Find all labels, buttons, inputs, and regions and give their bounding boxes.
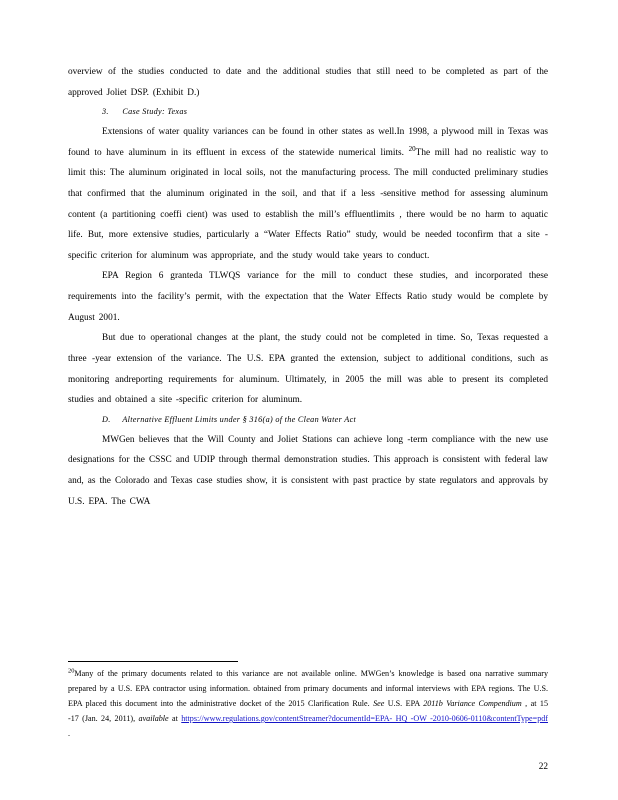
footnote-area: [68, 661, 548, 742]
footnote-text-4: at: [168, 714, 182, 724]
footnote-link[interactable]: https://www.regulations.gov/contentStreamer?documentId=EPA- HQ -OW -2010-0606-: [181, 714, 471, 724]
paragraph-mwgen-believes: MWGen believes that the Will County and Joliet Stations can achieve long -term compliance with the new use designations for the CSSC and UDIP through thermal demonstration studies. This approach is consistent with federal law and, as the Colorado and Texas case studies show, it is consistent with past practice by state regulators and approvals by U.S. EPA. The CWA: [68, 434, 548, 507]
heading-number-d: D.: [102, 414, 111, 424]
heading-number: 3.: [102, 107, 109, 117]
footnote-available: available: [138, 714, 169, 724]
paragraph-operational-changes: But due to operational changes at the plant, the study could not be completed in time. So, Texas requested a three -year extension of the variance. The U.S. EPA granted the extension, subject to additional conditions, such as monitoring andreporting requirements for aluminum. Ultimately, in 2005 the mill was able to present its completed studies and obtained a site -specific criterion for aluminum.: [68, 333, 548, 406]
footnote-text-5: .: [68, 729, 71, 739]
footnote-separator: [68, 661, 238, 662]
footnote-text-1: Many of the primary documents related to this variance are not available online. MWGen’s knowledge is based ona narrative summary prepared by a U.S. EPA contractor using information. obtained from primary documents and informal interviews with EPA regions. The U.S. EPA placed this document into the administrative docket of the 2015 Clarification Rule.: [68, 669, 548, 709]
heading-alternative-effluent-limits: [68, 411, 548, 430]
paragraph-texas-variance: [68, 122, 548, 266]
footnote-citation-title: 2011b Variance Compendium: [423, 699, 522, 709]
footnote-20: [68, 667, 548, 742]
footnote-text-3: , at 15 -17 (Jan. 24, 2011),: [68, 699, 549, 724]
paragraph-overview: overview of the studies conducted to date and the additional studies that still need to be completed as part of the approved Joliet DSP. (Exhibit D.): [68, 67, 548, 98]
document-body: [68, 62, 548, 512]
heading-text-d: Alternative Effluent Limits under § 316(a) of the Clean Water Act: [122, 414, 357, 424]
footnote-see: See: [373, 699, 385, 709]
footnote-link-continued[interactable]: 0110&contentType=pdf: [470, 714, 548, 724]
heading-text: Case Study: Texas: [122, 107, 188, 117]
heading-case-study-texas: [68, 103, 548, 122]
footnote-number: 20: [68, 667, 75, 675]
paragraph-epa-region6: EPA Region 6 granteda TLWQS variance for the mill to conduct these studies, and incorporated these requirements into the facility’s permit, with the expectation that the Water Effects Ratio study would be complete by August 2001.: [68, 271, 548, 323]
paragraph-text-part1: Extensions of water quality variances can be found in other states as well.In 1998, a plywood mill in Texas was found to have aluminum in its effluent in excess of the statewide numerical limits.: [68, 127, 548, 158]
footnote-text-2: U.S. EPA: [384, 699, 424, 709]
footnote-marker-20: 20: [408, 144, 416, 153]
page-number: 22: [538, 762, 548, 772]
paragraph-text-part2: The mill had no realistic way to limit this: The aluminum originated in local soils, not the manufacturing process. The mill conducted preliminary studies that confirmed that the aluminum originated in the soil, and that if a less -sensitive method for assessing aluminum content (a partitioning coeffi cient) was used to establish the mill’s effluentlimits , there would be no harm to aquatic life. But, more extensive studies, particularly a “Water Effects Ratio” study, would be needed toconfirm that a site - specific criterion for aluminum was appropriate, and the study would take years to conduct.: [68, 147, 548, 261]
